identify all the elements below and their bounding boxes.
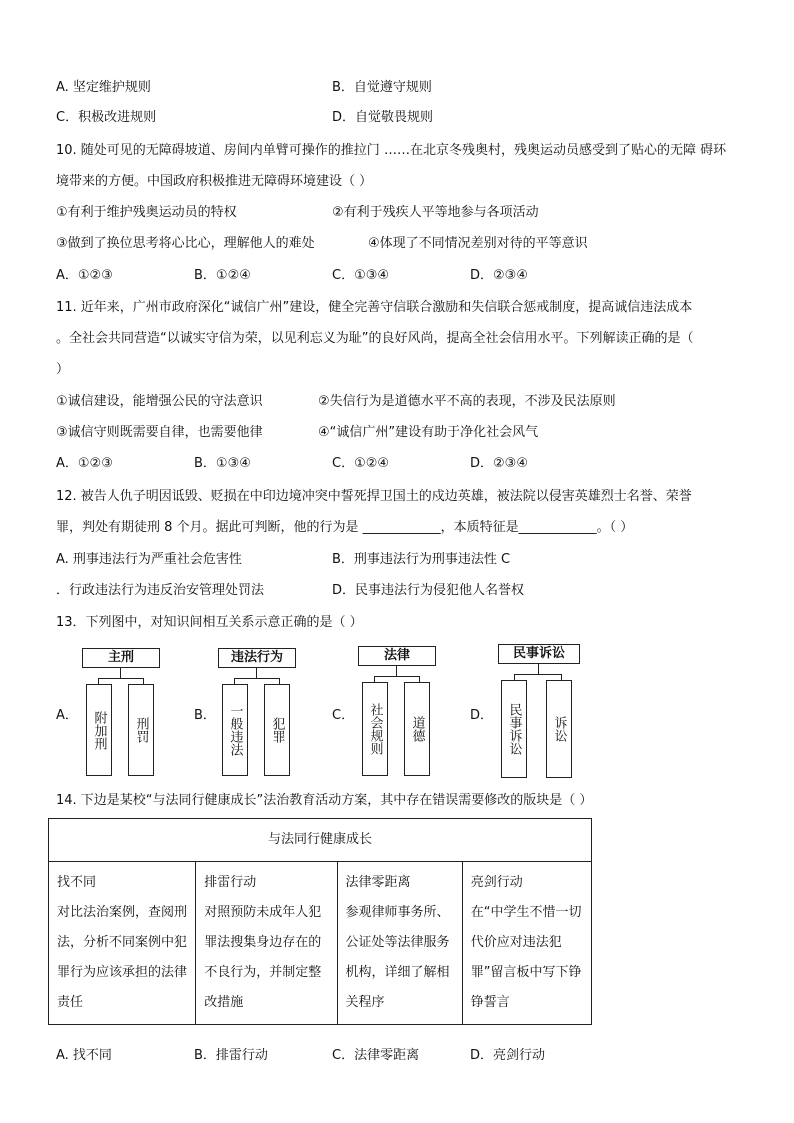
q13-diagram-letter: D． [470,708,494,723]
q10-option-d: D．②③④ [470,268,528,283]
q13-diagram-top-box: 违法行为 [218,648,296,668]
q13-diagram-right-box: 诉讼 [546,680,572,778]
q10-item-1: ①有利于维护残奥运动员的特权 [56,205,237,220]
q13-diagram-top-box: 法律 [358,646,436,666]
q13-diagram-left-box: 附加刑 [86,684,112,776]
q12-stem-line1: 12. 被告人仇子明因诋毁、贬损在中印边境冲突中誓死捍卫国土的戍边英雄，被法院以侵害英雄烈士名誉、荣誉 [56,489,692,504]
table-cell-mine-clearing [196,862,337,1025]
q10-stem-line1: 10. 随处可见的无障碍坡道、房间内单臂可操作的推拉门 ……在北京冬残奥村，残奥运动员感受到了贴心的无障 碍环 [56,143,727,158]
q13-diagram-connector [120,668,121,678]
q14-option-c: C．法律零距离 [332,1048,420,1063]
q9-option-c: C．积极改进规则 [56,110,157,125]
cell-title: 排雷行动 [204,875,257,890]
q13-stem: 13．下列图中，对知识间相互关系示意正确的是（ ） [56,615,363,630]
activity-plan-table [48,818,592,1025]
cell-title: 找不同 [57,875,97,890]
q11-option-a: A．①②③ [56,456,113,471]
q13-diagram-connector [538,664,539,674]
q9-option-a: A. 坚定维护规则 [56,80,151,95]
q11-stem-line1: 11. 近年来，广州市政府深化“诚信广州”建设，健全完善守信联合激励和失信联合惩戒制度，提高诚信违法成本 [56,300,693,315]
q13-diagram-d [470,644,590,779]
q11-item-4: ④“诚信广州”建设有助于净化社会风气 [318,425,539,440]
q13-diagram-right-box: 刑罚 [128,684,154,776]
q14-option-b: B．排雷行动 [194,1048,268,1063]
q13-diagram-right-box: 道德 [404,682,430,776]
cell-body: 对比法治案例，查阅刑法，分析不同案例中犯罪行为应该承担的法律责任 [57,905,188,1010]
q13-diagram-letter: B． [194,708,216,723]
q9-option-d: D．自觉敬畏规则 [332,110,434,125]
q11-item-1: ①诚信建设，能增强公民的守法意识 [56,394,263,409]
q13-diagram-right-box: 犯罪 [264,684,290,776]
q13-diagram-letter: C． [332,708,355,723]
table-cell-sword-action [462,862,591,1025]
q10-option-c: C．①③④ [332,268,390,283]
q10-option-b: B．①②④ [194,268,251,283]
q11-item-3: ③诚信守则既需要自律，也需要他律 [56,425,263,440]
q10-option-a: A．①②③ [56,268,113,283]
q12-option-d: D．民事违法行为侵犯他人名誉权 [332,583,525,598]
q14-option-d: D．亮剑行动 [470,1048,546,1063]
table-title: 与法同行健康成长 [49,819,592,862]
q13-diagram-a [56,644,176,779]
q13-diagram-letter: A． [56,708,78,723]
q11-option-b: B．①③④ [194,456,251,471]
q14-stem: 14. 下边是某校“与法同行健康成长”法治教育活动方案，其中存在错误需要修改的版块是（ ） [56,793,593,808]
q13-diagram-connector [256,668,257,678]
q13-diagram-left-box: 民事诉讼 [501,680,527,778]
q13-diagram-top-box: 主刑 [82,648,160,668]
q10-item-3: ③做到了换位思考将心比心，理解他人的难处 [56,236,315,251]
q10-item-4: ④体现了不同情况差别对待的平等意识 [368,236,588,251]
q13-diagram-b [194,644,314,779]
cell-body: 对照预防未成年人犯罪法搜集身边存在的不良行为，并制定整改措施 [204,905,322,1010]
q12-option-a: A. 刑事违法行为严重社会危害性 [56,552,242,567]
q14-option-a: A. 找不同 [56,1048,112,1063]
q13-diagram-connector [396,666,397,676]
q9-option-b: B．自觉遵守规则 [332,80,432,95]
q11-stem-line3: ） [56,362,70,377]
q13-diagram-left-box: 社会规则 [362,682,388,776]
q11-stem-line2: 。全社会共同营造“以诚实守信为荣，以见利忘义为耻”的良好风尚，提高全社会信用水平。下列解读正确的是（ [56,331,694,346]
q12-option-b: B．刑事违法行为刑事违法性 C [332,552,511,567]
q11-option-d: D．②③④ [470,456,528,471]
cell-title: 法律零距离 [345,875,411,890]
cell-body: 参观律师事务所、公证处等法律服务机构，详细了解相关程序 [345,905,450,1010]
table-cell-law-zero-distance [337,862,462,1025]
q13-diagram-c [332,644,452,779]
q10-stem-line2: 境带来的方便。中国政府积极推进无障碍环境建设（ ） [56,174,373,189]
table-cell-find-difference [49,862,196,1025]
q10-item-2: ②有利于残疾人平等地参与各项活动 [332,205,539,220]
q12-option-c: ．行政违法行为违反治安管理处罚法 [56,583,265,598]
cell-body: 在“中学生不惜一切代价应对违法犯罪”留言板中写下铮铮誓言 [470,905,582,1010]
q13-diagram-left-box: 一般违法 [222,684,248,776]
q12-stem-line2: 罪，判处有期徒刑 8 个月。据此可判断，他的行为是 ____________，本质特征是____________。（ ） [56,520,634,535]
q11-option-c: C．①②④ [332,456,390,471]
cell-title: 亮剑行动 [470,875,523,890]
q11-item-2: ②失信行为是道德水平不高的表现，不涉及民法原则 [318,394,616,409]
q13-diagram-top-box: 民事诉讼 [498,644,580,664]
